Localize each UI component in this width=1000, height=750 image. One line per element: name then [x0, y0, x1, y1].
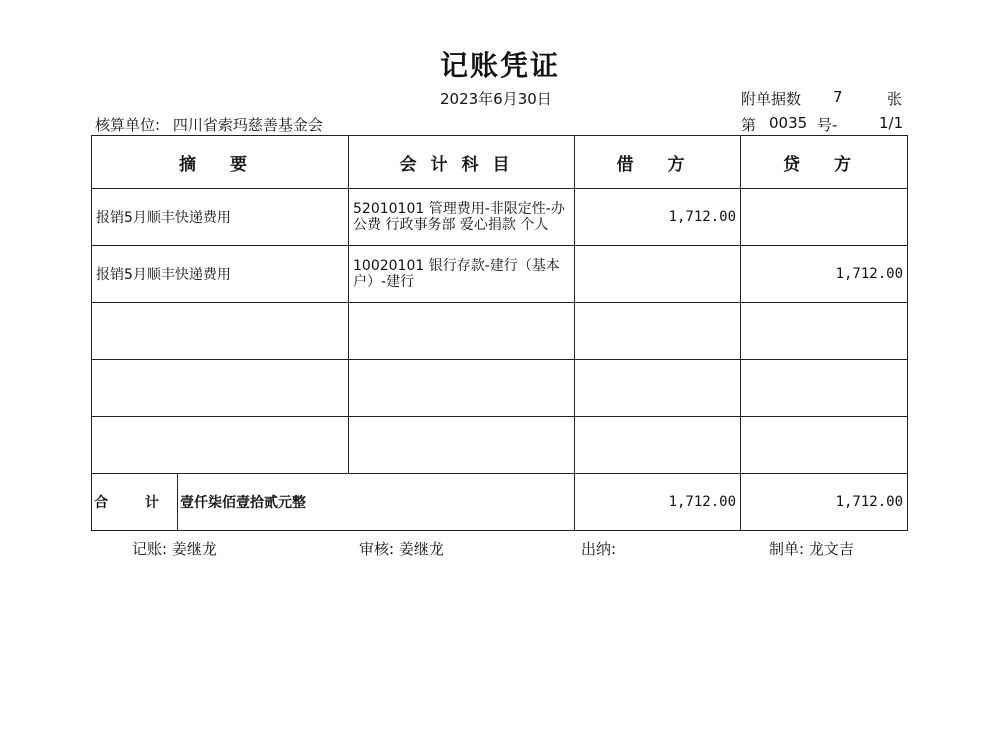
voucher-title: 记账凭证	[439, 49, 560, 82]
header-debit: 借 方	[575, 136, 741, 189]
total-label: 合 计	[92, 474, 178, 531]
total-debit: 1,712.00	[575, 474, 741, 531]
table-row	[92, 189, 908, 246]
header-credit: 贷 方	[741, 136, 908, 189]
header-summary: 摘 要	[92, 136, 349, 189]
table-row-empty	[92, 417, 908, 474]
voucher-date: 2023年6月30日	[440, 90, 552, 108]
row-credit: 1,712.00	[741, 246, 908, 303]
cashier: 出纳:	[581, 540, 617, 558]
row-debit: 1,712.00	[575, 189, 741, 246]
voucher-no-suffix: 号-	[817, 116, 838, 134]
accounting-unit	[95, 114, 323, 135]
table-row-empty	[92, 360, 908, 417]
voucher-no-prefix: 第	[741, 116, 757, 134]
row-credit	[741, 189, 908, 246]
total-amount-words: 壹仟柒佰壹拾贰元整	[178, 474, 575, 531]
total-credit: 1,712.00	[741, 474, 908, 531]
accounting-unit-value: 四川省索玛慈善基金会	[172, 116, 323, 134]
table-row	[92, 246, 908, 303]
table-row-empty	[92, 303, 908, 360]
header-account: 会计科目	[349, 136, 575, 189]
row-summary: 报销5月顺丰快递费用	[92, 189, 349, 246]
table-header-row	[92, 136, 908, 189]
voucher-no-number: 0035	[769, 114, 808, 132]
accounting-unit-label: 核算单位:	[95, 116, 161, 134]
bookkeeper: 记账: 姜继龙	[132, 540, 217, 558]
preparer: 制单: 龙文吉	[769, 540, 854, 558]
voucher-table	[91, 135, 908, 531]
row-debit	[575, 246, 741, 303]
total-row	[92, 474, 908, 531]
row-account: 52010101 管理费用-非限定性-办公费 行政事务部 爱心捐款 个人	[349, 189, 575, 246]
row-summary: 报销5月顺丰快递费用	[92, 246, 349, 303]
attachment-label: 附单据数	[741, 90, 802, 108]
reviewer: 审核: 姜继龙	[359, 540, 444, 558]
row-account: 10020101 银行存款-建行（基本户）-建行	[349, 246, 575, 303]
voucher-page: 1/1	[879, 114, 904, 132]
attachment-number: 7	[833, 88, 843, 106]
attachment-unit: 张	[887, 90, 903, 108]
